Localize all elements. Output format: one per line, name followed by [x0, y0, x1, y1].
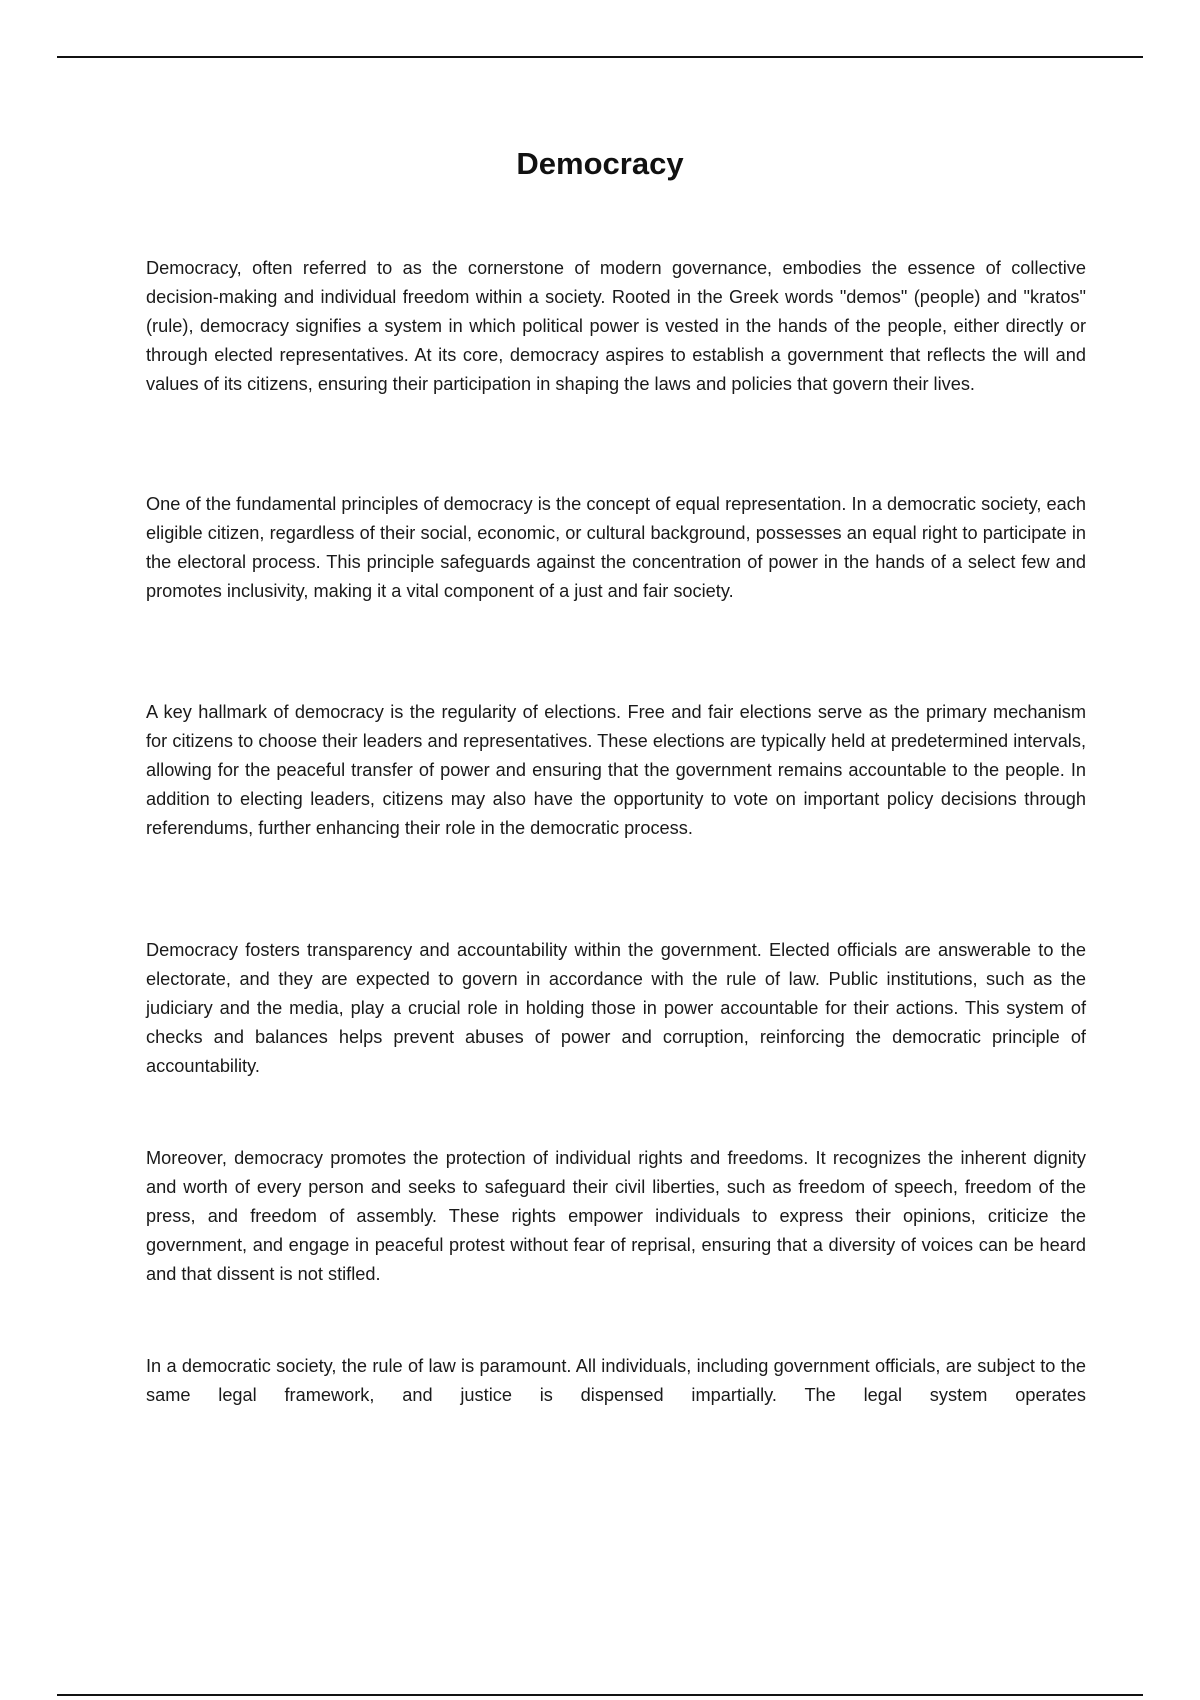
header-rule: [57, 56, 1143, 58]
paragraph-2: One of the fundamental principles of democracy is the concept of equal representation. In a democratic society, each eligible citizen, regardless of their social, economic, or cultural background, possesses an equal right to participate in the electoral process. This principle safeguards against the concentration of power in the hands of a select few and promotes inclusivity, making it a vital component of a just and fair society.: [146, 494, 1086, 601]
paragraph-1: Democracy, often referred to as the cornerstone of modern governance, embodies the essence of collective decision-making and individual freedom within a society. Rooted in the Greek words "demos" (people) and "kratos" (rule), democracy signifies a system in which political power is vested in the hands of the people, either directly or through elected representatives. At its core, democracy aspires to establish a government that reflects the will and values of its citizens, ensuring their participation in shaping the laws and policies that govern their lives.: [146, 258, 1086, 394]
footer-rule: [57, 1694, 1143, 1696]
paragraph-6: In a democratic society, the rule of law is paramount. All individuals, including government officials, are subject to the same legal framework, and justice is dispensed impartially. The legal system operates: [146, 1356, 1086, 1405]
paragraph-5: Moreover, democracy promotes the protection of individual rights and freedoms. It recognizes the inherent dignity and worth of every person and seeks to safeguard their civil liberties, such as freedom of speech, freedom of the press, and freedom of assembly. These rights empower individuals to express their opinions, criticize the government, and engage in peaceful protest without fear of reprisal, ensuring that a diversity of voices can be heard and that dissent is not stifled.: [146, 1148, 1086, 1284]
page-title: Democracy: [516, 146, 684, 181]
paragraph-3: A key hallmark of democracy is the regularity of elections. Free and fair elections serve as the primary mechanism for citizens to choose their leaders and representatives. These elections are typically held at predetermined intervals, allowing for the peaceful transfer of power and ensuring that the government remains accountable to the people. In addition to electing leaders, citizens may also have the opportunity to vote on important policy decisions through referendums, further enhancing their role in the democratic process.: [146, 702, 1086, 838]
paragraph-4: Democracy fosters transparency and accountability within the government. Elected officials are answerable to the electorate, and they are expected to govern in accordance with the rule of law. Public institutions, such as the judiciary and the media, play a crucial role in holding those in power accountable for their actions. This system of checks and balances helps prevent abuses of power and corruption, reinforcing the democratic principle of accountability.: [146, 940, 1086, 1076]
